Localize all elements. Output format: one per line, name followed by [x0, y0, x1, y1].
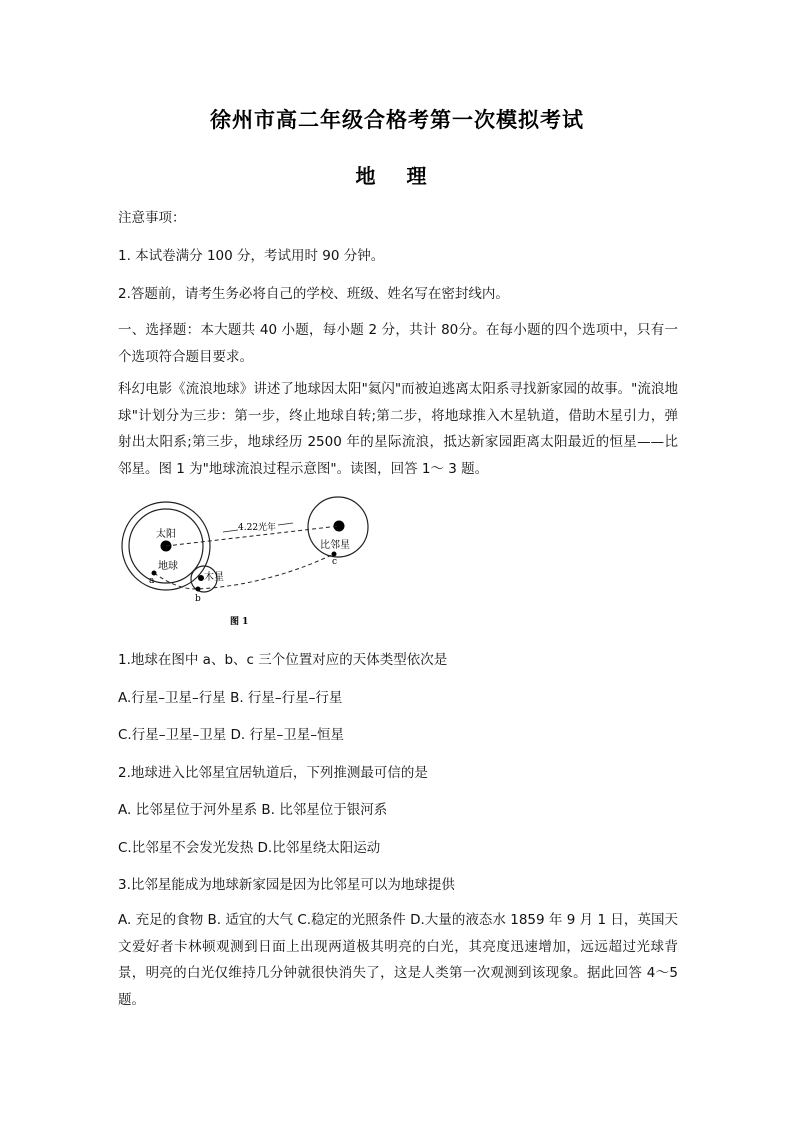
distance-arrow-right: [278, 523, 293, 525]
question-1-options-cd: C.行星–卫星–卫星 D. 行星–卫星–恒星: [118, 727, 344, 743]
point-a-label: a: [149, 576, 155, 586]
question-2-options-ab: A. 比邻星位于河外星系 B. 比邻星位于银河系: [118, 802, 388, 818]
point-a-dot: [152, 571, 157, 576]
subject-title: 地 理: [355, 164, 439, 188]
distance-label: 4.22光年: [238, 523, 277, 533]
point-c-dot: [332, 552, 337, 557]
question-1-options-ab: A.行星–卫星–行星 B. 行星–行星–行星: [118, 690, 343, 706]
question-2-options-cd: C.比邻星不会发光发热 D.比邻星绕太阳运动: [118, 840, 381, 856]
passage-1: 科幻电影《流浪地球》讲述了地球因太阳"氦闪"而被迫逃离太阳系寻找新家园的故事。"流浪地球"计划分为三步：第一步，终止地球自转;第二步，将地球推入木星轨道，借助木星引力，弹射出太阳系;第三步，地球经历 2500 年的星际流浪，抵达新家园距离太阳最近的恒星——比邻星。图 1 为"地球流浪过程示意图"。读图，回答 1～ 3 题。: [118, 381, 678, 477]
notes-heading: 注意事项：: [118, 210, 186, 226]
note-item-1: 1. 本试卷满分 100 分，考试用时 90 分钟。: [118, 248, 385, 264]
jupiter-label: 木星: [204, 572, 224, 583]
exam-title: 徐州市高二年级合格考第一次模拟考试: [210, 107, 584, 132]
earth-wandering-diagram: [118, 490, 378, 630]
earth-label: 地球: [158, 561, 178, 572]
proxima-label: 比邻星: [320, 540, 350, 551]
passage-2: A. 充足的食物 B. 适宜的大气 C.稳定的光照条件 D.大量的液态水 1859 年 9 月 1 日，英国天文爱好者卡林顿观测到日面上出现两道极其明亮的白光，其亮度迅速增加，远远超过光球背景，明亮的白光仅维持几分钟就很快消失了，这是人类第一次观测到该现象。据此回答 4～5 题。: [118, 912, 678, 1008]
note-item-2: 2.答题前，请考生务必将自己的学校、班级、姓名写在密封线内。: [118, 286, 509, 302]
distance-arrow-left: [223, 530, 238, 532]
figure-caption: 图 1: [230, 617, 249, 627]
point-b-label: b: [195, 594, 201, 604]
question-1-stem: 1.地球在图中 a、b、c 三个位置对应的天体类型依次是: [118, 652, 448, 668]
sun-label: 太阳: [156, 529, 176, 540]
question-2-stem: 2.地球进入比邻星宜居轨道后，下列推测最可信的是: [118, 765, 428, 781]
section-instruction: 一、选择题：本大题共 40 小题，每小题 2 分，共计 80分。在每小题的四个选项中，只有一个选项符合题目要求。: [118, 322, 678, 365]
trajectory-path: [154, 554, 334, 589]
point-b-dot: [196, 587, 201, 592]
question-3-stem: 3.比邻星能成为地球新家园是因为比邻星可以为地球提供: [118, 877, 455, 893]
point-c-label: c: [332, 557, 338, 567]
